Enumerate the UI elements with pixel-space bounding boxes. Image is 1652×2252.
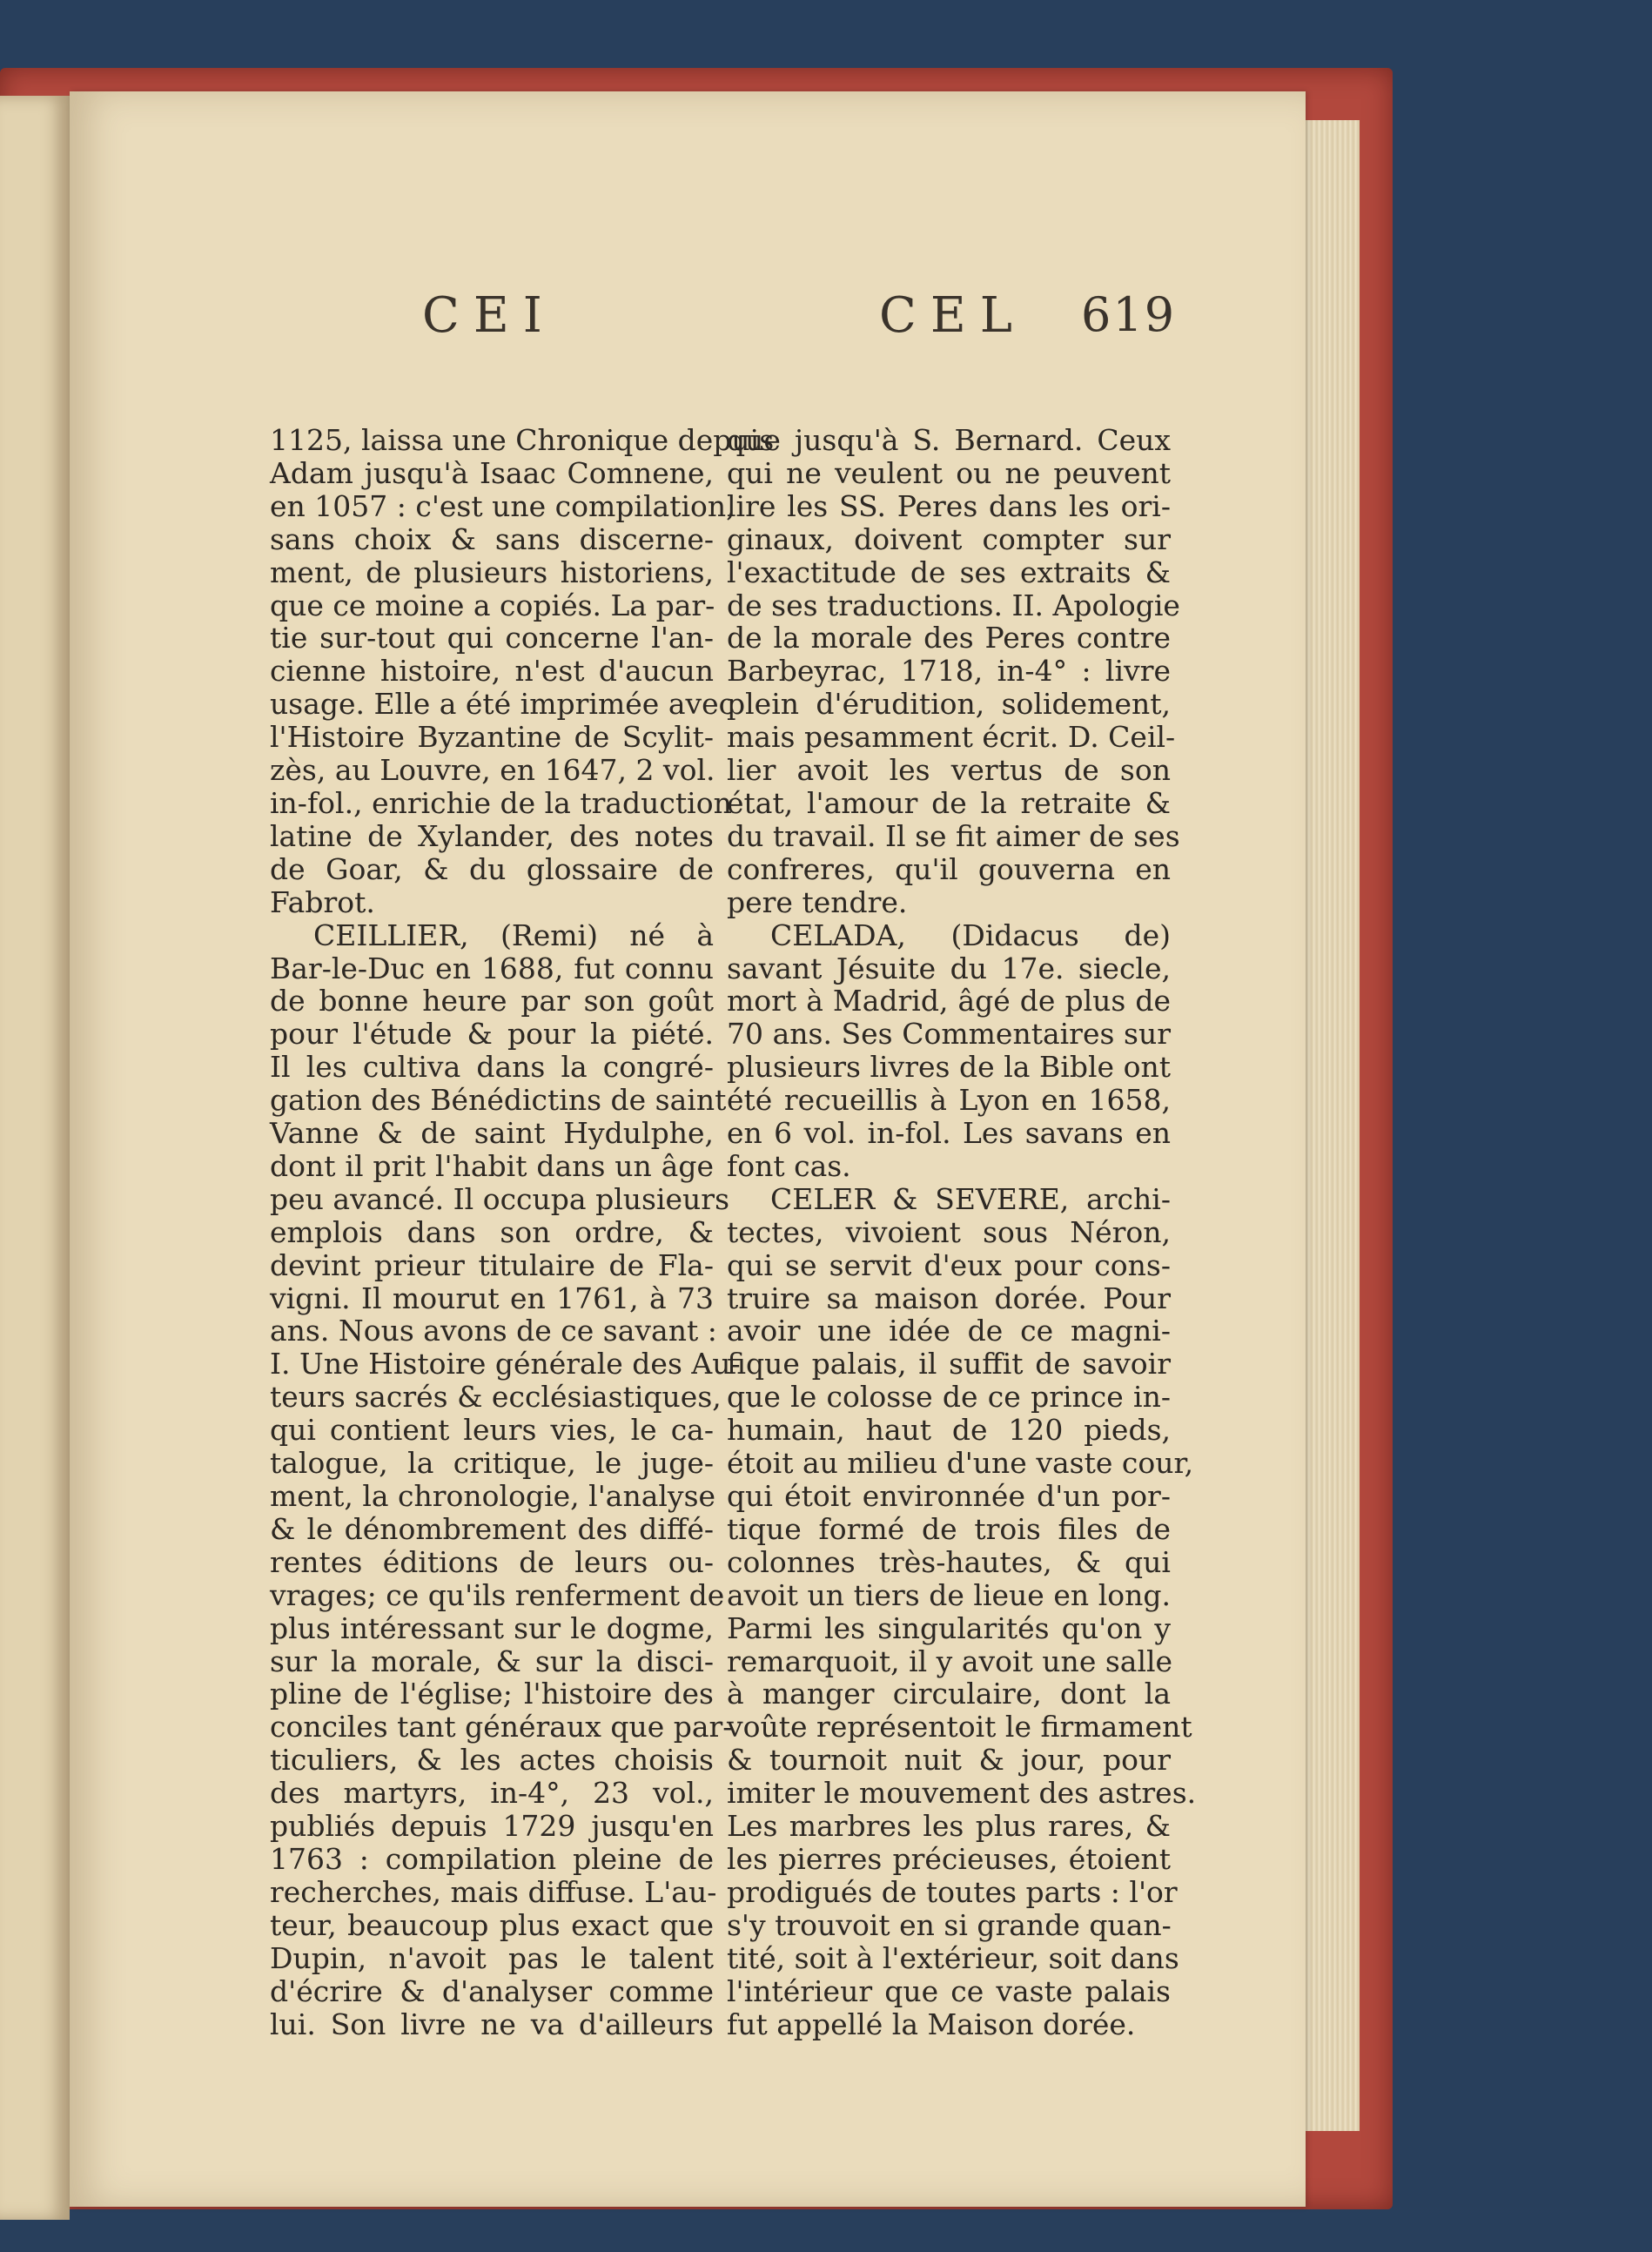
text-line: sans choix & sans discerne- <box>270 521 714 556</box>
text-line: d'écrire & d'analyser comme <box>270 1973 714 2008</box>
text-line: plusieurs livres de la Bible ont <box>727 1050 1171 1085</box>
text-line: l'exactitude de ses extraits & <box>727 555 1171 589</box>
text-line: des martyrs, in-4°, 23 vol., <box>270 1776 714 1811</box>
text-line: avoit un tiers de lieue en long. <box>727 1577 1171 1612</box>
left-text-column <box>270 423 775 2041</box>
text-line: que jusqu'à S. Bernard. Ceux <box>727 423 1171 457</box>
text-line: ticuliers, & les actes choisis <box>270 1743 714 1778</box>
text-line: que ce moine a copiés. La par- <box>270 588 715 622</box>
text-line: de Goar, & du glossaire de <box>270 851 714 886</box>
text-line: qui contient leurs vies, le ca- <box>270 1413 714 1448</box>
text-line: prodigués de toutes parts : l'or <box>727 1874 1178 1909</box>
text-line: Barbeyrac, 1718, in-4° : livre <box>727 654 1171 689</box>
right-text-column <box>727 423 1197 2041</box>
text-line: publiés depuis 1729 jusqu'en <box>270 1809 714 1844</box>
text-line: lire les SS. Peres dans les ori- <box>727 488 1171 523</box>
text-line: CELER & SEVERE, archi- <box>770 1181 1171 1216</box>
text-line: font cas. <box>727 1148 851 1183</box>
text-line: remarquoit, il y avoit une salle <box>727 1644 1173 1678</box>
text-line: Les marbres les plus rares, & <box>727 1809 1171 1844</box>
text-line: Vanne & de saint Hydulphe, <box>270 1116 714 1151</box>
text-line: tique formé de trois files de <box>727 1511 1171 1546</box>
running-head-left: CEI <box>422 287 556 344</box>
text-line: qui étoit environnée d'un por- <box>727 1479 1171 1513</box>
text-line: pour l'étude & pour la piété. <box>270 1017 714 1052</box>
text-line: été recueillis à Lyon en 1658, <box>727 1083 1171 1118</box>
text-line: pline de l'église; l'histoire des <box>270 1677 714 1711</box>
text-line: Adam jusqu'à Isaac Comnene, <box>270 455 714 490</box>
text-line: de ses traductions. II. Apologie <box>727 588 1180 622</box>
text-line: tectes, vivoient sous Néron, <box>727 1214 1171 1249</box>
text-line: dont il prit l'habit dans un âge <box>270 1148 714 1183</box>
text-line: ginaux, doivent compter sur <box>727 521 1171 556</box>
text-line: zès, au Louvre, en 1647, 2 vol. <box>270 753 715 788</box>
page-number: 619 <box>1081 287 1177 342</box>
text-line: truire sa maison dorée. Pour <box>727 1281 1171 1315</box>
left-page-edge <box>0 96 70 2220</box>
text-line: 1125, laissa une Chronique depuis <box>270 423 775 457</box>
text-line: les pierres précieuses, étoient <box>727 1841 1171 1876</box>
text-line: Il les cultiva dans la congré- <box>270 1050 714 1085</box>
text-line: en 6 vol. in-fol. Les savans en <box>727 1116 1171 1151</box>
book-page <box>70 91 1306 2207</box>
text-line: plein d'érudition, solidement, <box>727 687 1171 722</box>
text-line: qui se servit d'eux pour cons- <box>727 1247 1171 1282</box>
text-line: fut appellé la Maison dorée. <box>727 2007 1136 2041</box>
text-line: avoir une idée de ce magni- <box>727 1314 1171 1348</box>
text-line: voûte représentoit le firmament <box>727 1710 1192 1744</box>
text-line: CELADA, (Didacus de) <box>770 918 1171 952</box>
text-line: 70 ans. Ses Commentaires sur <box>727 1017 1171 1052</box>
text-line: talogue, la critique, le juge- <box>270 1446 714 1481</box>
text-line: fique palais, il suffit de savoir <box>727 1347 1171 1381</box>
text-line: état, l'amour de la retraite & <box>727 785 1171 820</box>
text-line: recherches, mais diffuse. L'au- <box>270 1874 717 1909</box>
text-line: sur la morale, & sur la disci- <box>270 1644 714 1678</box>
text-line: l'intérieur que ce vaste palais <box>727 1973 1171 2008</box>
text-line: usage. Elle a été imprimée avec <box>270 687 735 722</box>
text-line: Dupin, n'avoit pas le talent <box>270 1940 714 1975</box>
text-line: colonnes très-hautes, & qui <box>727 1544 1171 1579</box>
text-line: teur, beaucoup plus exact que <box>270 1907 714 1942</box>
text-line: Fabrot. <box>270 884 375 919</box>
text-line: latine de Xylander, des notes <box>270 818 714 853</box>
text-line: mort à Madrid, âgé de plus de <box>727 984 1171 1018</box>
text-line: devint prieur titulaire de Fla- <box>270 1247 714 1282</box>
text-line: & tournoit nuit & jour, pour <box>727 1743 1171 1778</box>
text-line: s'y trouvoit en si grande quan- <box>727 1907 1172 1942</box>
text-line: savant Jésuite du 17e. siecle, <box>727 951 1171 985</box>
text-line: plus intéressant sur le dogme, <box>270 1610 714 1645</box>
text-line: lui. Son livre ne va d'ailleurs <box>270 2007 714 2041</box>
text-line: pere tendre. <box>727 884 908 919</box>
text-line: imiter le mouvement des astres. <box>727 1776 1197 1811</box>
text-line: qui ne veulent ou ne peuvent <box>727 455 1171 490</box>
text-line: ment, la chronologie, l'analyse <box>270 1479 716 1513</box>
text-line: à manger circulaire, dont la <box>727 1677 1171 1711</box>
text-line: I. Une Histoire générale des Au- <box>270 1347 741 1381</box>
text-line: in-fol., enrichie de la traduction <box>270 785 732 820</box>
text-line: Bar-le-Duc en 1688, fut connu <box>270 951 714 985</box>
text-line: vrages; ce qu'ils renferment de <box>270 1577 725 1612</box>
text-line: gation des Bénédictins de saint <box>270 1083 727 1118</box>
text-line: du travail. Il se fit aimer de ses <box>727 818 1180 853</box>
text-line: humain, haut de 120 pieds, <box>727 1413 1171 1448</box>
text-line: teurs sacrés & ecclésiastiques, <box>270 1380 722 1415</box>
text-line: conciles tant généraux que par- <box>270 1710 733 1744</box>
text-line: ment, de plusieurs historiens, <box>270 555 714 589</box>
text-line: peu avancé. Il occupa plusieurs <box>270 1181 729 1216</box>
text-line: confreres, qu'il gouverna en <box>727 851 1171 886</box>
text-line: tité, soit à l'extérieur, soit dans <box>727 1940 1179 1975</box>
text-line: & le dénombrement des diffé- <box>270 1511 714 1546</box>
text-line: en 1057 : c'est une compilation, <box>270 488 735 523</box>
text-line: de bonne heure par son goût <box>270 984 714 1018</box>
text-line: étoit au milieu d'une vaste cour, <box>727 1446 1194 1481</box>
text-line: vigni. Il mourut en 1761, à 73 <box>270 1281 714 1315</box>
text-line: emplois dans son ordre, & <box>270 1214 714 1249</box>
text-line: Parmi les singularités qu'on y <box>727 1610 1171 1645</box>
text-line: CEILLIER, (Remi) né à <box>313 918 714 952</box>
text-line: que le colosse de ce prince in- <box>727 1380 1171 1415</box>
text-line: ans. Nous avons de ce savant : <box>270 1314 717 1348</box>
text-line: rentes éditions de leurs ou- <box>270 1544 714 1579</box>
text-line: lier avoit les vertus de son <box>727 753 1171 788</box>
text-line: cienne histoire, n'est d'aucun <box>270 654 714 689</box>
text-line: 1763 : compilation pleine de <box>270 1841 714 1876</box>
text-line: l'Histoire Byzantine de Scylit- <box>270 720 714 755</box>
text-line: de la morale des Peres contre <box>727 621 1171 655</box>
text-line: tie sur-tout qui concerne l'an- <box>270 621 714 655</box>
running-head-right: CEL <box>879 287 1026 344</box>
text-line: mais pesamment écrit. D. Ceil- <box>727 720 1176 755</box>
